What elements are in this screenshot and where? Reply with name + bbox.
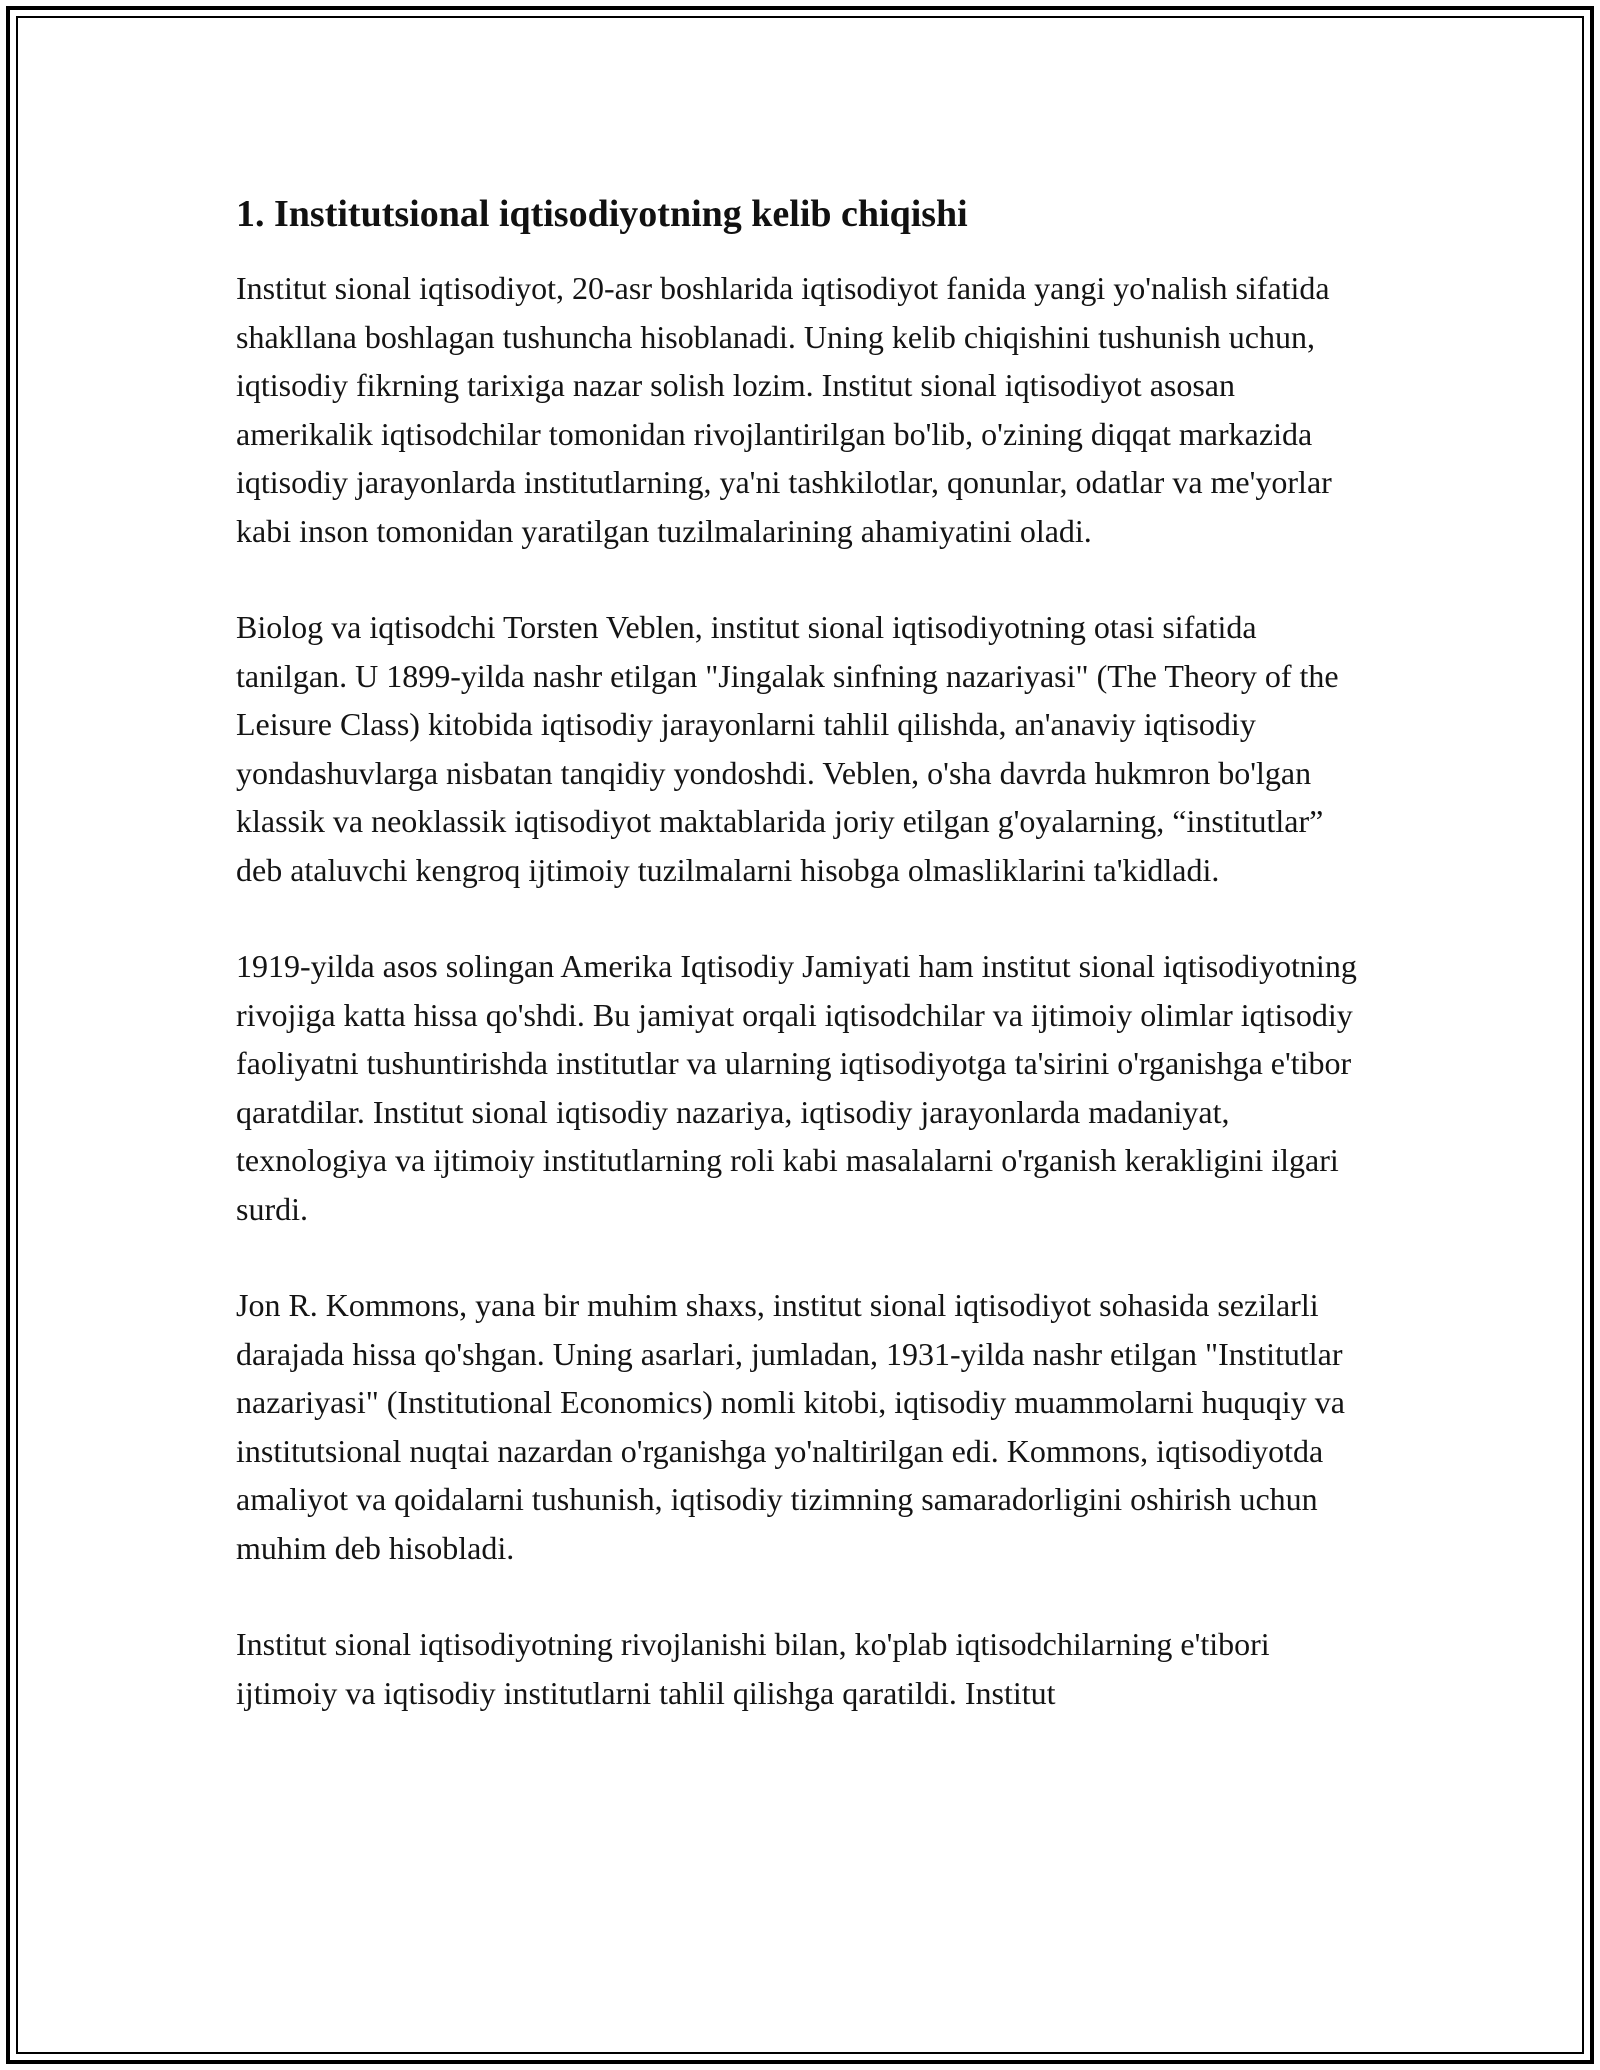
- paragraph-veblen: Biolog va iqtisodchi Torsten Veblen, institut sional iqtisodiyotning otasi sifatida tanilgan. U 1899-yilda nashr etilgan "Jingalak sinfning nazariyasi" (The Theory of the Leisure Class) kitobida iqtisodiy jarayonlarni tahlil qilishda, an'anaviy iqtisodiy yondashuvlarga nisbatan tanqidiy yondoshdi. Veblen, o'sha davrda hukmron bo'lgan klassik va neoklassik iqtisodiyot maktablarida joriy etilgan g'oyalarning, “institutlar” deb ataluvchi kengroq ijtimoiy tuzilmalarni hisobga olmasliklarini ta'kidladi.: [236, 609, 1339, 888]
- paragraph-commons: Jon R. Kommons, yana bir muhim shaxs, institut sional iqtisodiyot sohasida sezilarli darajada hissa qo'shgan. Uning asarlari, jumladan, 1931-yilda nashr etilgan "Institutlar nazariyasi" (Institutional Economics) nomli kitobi, iqtisodiy muammolarni huquqiy va institutsional nuqtai nazardan o'rganishga yo'naltirilgan edi. Kommons, iqtisodiyotda amaliyot va qoidalarni tushunish, iqtisodiy tizimning samaradorligini oshirish uchun muhim deb hisobladi.: [236, 1287, 1345, 1566]
- paragraph-development: Institut sional iqtisodiyotning rivojlanishi bilan, ko'plab iqtisodchilarning e'tibori ijtimoiy va iqtisodiy institutlarni tahlil qilishga qaratildi. Institut: [236, 1626, 1270, 1711]
- document-body: [236, 182, 1366, 1765]
- paragraph-economic-association: 1919-yilda asos solingan Amerika Iqtisodiy Jamiyati ham institut sional iqtisodiyotning rivojiga katta hissa qo'shdi. Bu jamiyat orqali iqtisodchilar va ijtimoiy olimlar iqtisodiy faoliyatni tushuntirishda institutlar va ularning iqtisodiyotga ta'sirini o'rganishga e'tibor qaratdilar. Institut sional iqtisodiy nazariya, iqtisodiy jarayonlarda madaniyat, texnologiya va ijtimoiy institutlarning roli kabi masalalarni o'rganish kerakligini ilgari surdi.: [236, 948, 1357, 1227]
- section-heading: 1. Institutsional iqtisodiyotning kelib chiqishi: [236, 193, 968, 235]
- paragraph-origin: Institut sional iqtisodiyot, 20-asr boshlarida iqtisodiyot fanida yangi yo'nalish sifatida shakllana boshlagan tushuncha hisoblanadi. Uning kelib chiqishini tushunish uchun, iqtisodiy fikrning tarixiga nazar solish lozim. Institut sional iqtisodiyot asosan amerikalik iqtisodchilar tomonidan rivojlantirilgan bo'lib, o'zining diqqat markazida iqtisodiy jarayonlarda institutlarning, ya'ni tashkilotlar, qonunlar, odatlar va me'yorlar kabi inson tomonidan yaratilgan tuzilmalarining ahamiyatini oladi.: [236, 270, 1332, 549]
